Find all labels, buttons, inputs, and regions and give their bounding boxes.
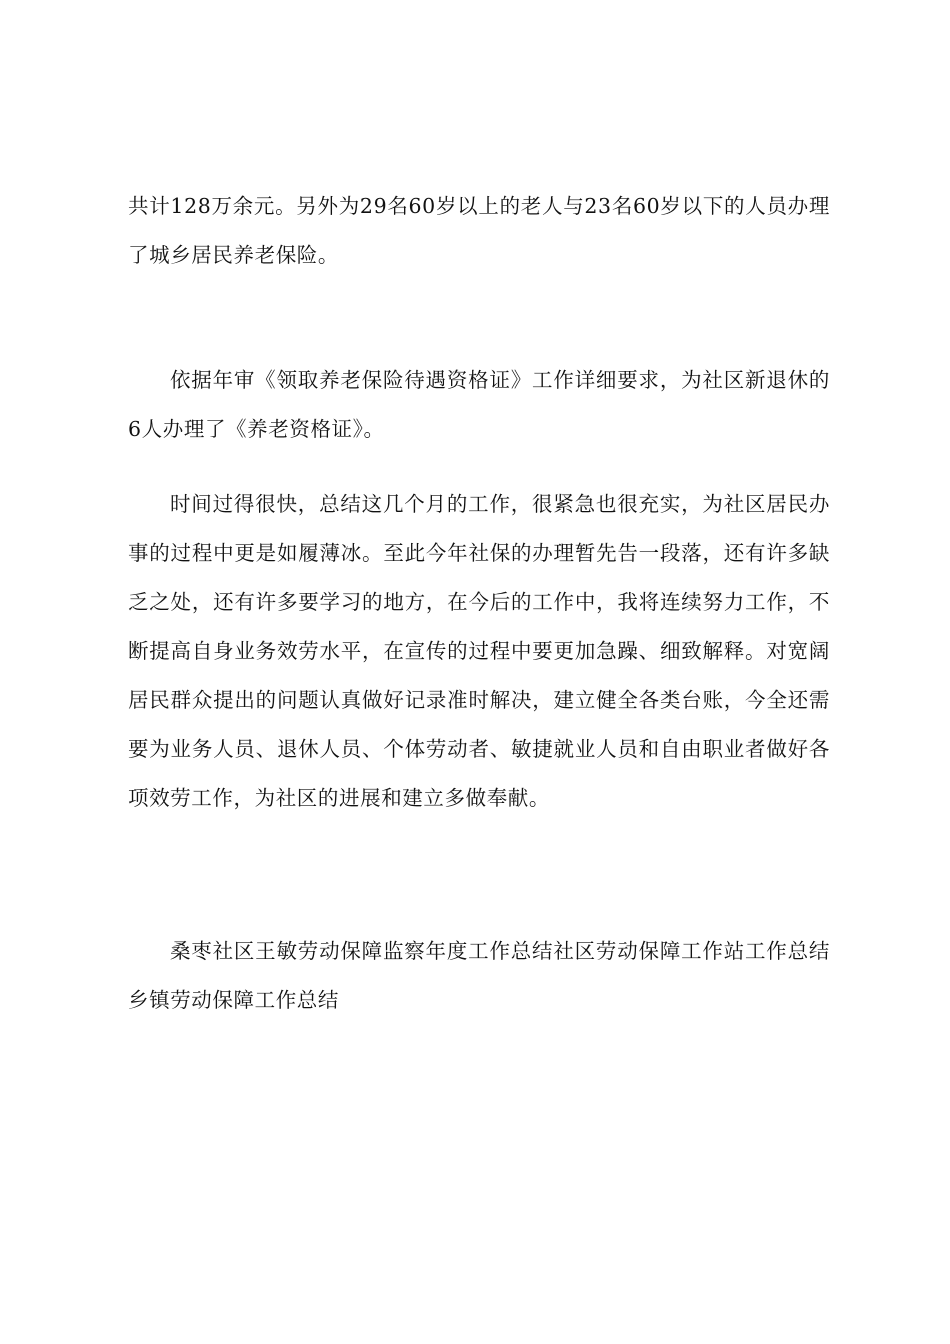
paragraph-pension-totals: 共计128万余元。另外为29名60岁以上的老人与23名60岁以下的人员办理了城乡居民养老保险。 bbox=[128, 194, 830, 267]
paragraph-work-summary: 时间过得很快，总结这几个月的工作，很紧急也很充实，为社区居民办事的过程中更是如履薄冰。至此今年社保的办理暂先告一段落，还有许多缺乏之处，还有许多要学习的地方，在今后的工作中，我将连续努力工作，不断提高自身业务效劳水平，在宣传的过程中要更加急躁、细致解释。对宽阔居民群众提出的问题认真做好记录准时解决，建立健全各类台账，今全还需要为业务人员、退休人员、个体劳动者、敏捷就业人员和自由职业者做好各项效劳工作，为社区的进展和建立多做奉献。 bbox=[128, 492, 830, 810]
paragraph-qualification-certificates: 依据年审《领取养老保险待遇资格证》工作详细要求，为社区新退休的6人办理了《养老资格证》。 bbox=[128, 368, 830, 441]
paragraph-related-titles: 桑枣社区王敏劳动保障监察年度工作总结社区劳动保障工作站工作总结乡镇劳动保障工作总结 bbox=[128, 939, 830, 1012]
